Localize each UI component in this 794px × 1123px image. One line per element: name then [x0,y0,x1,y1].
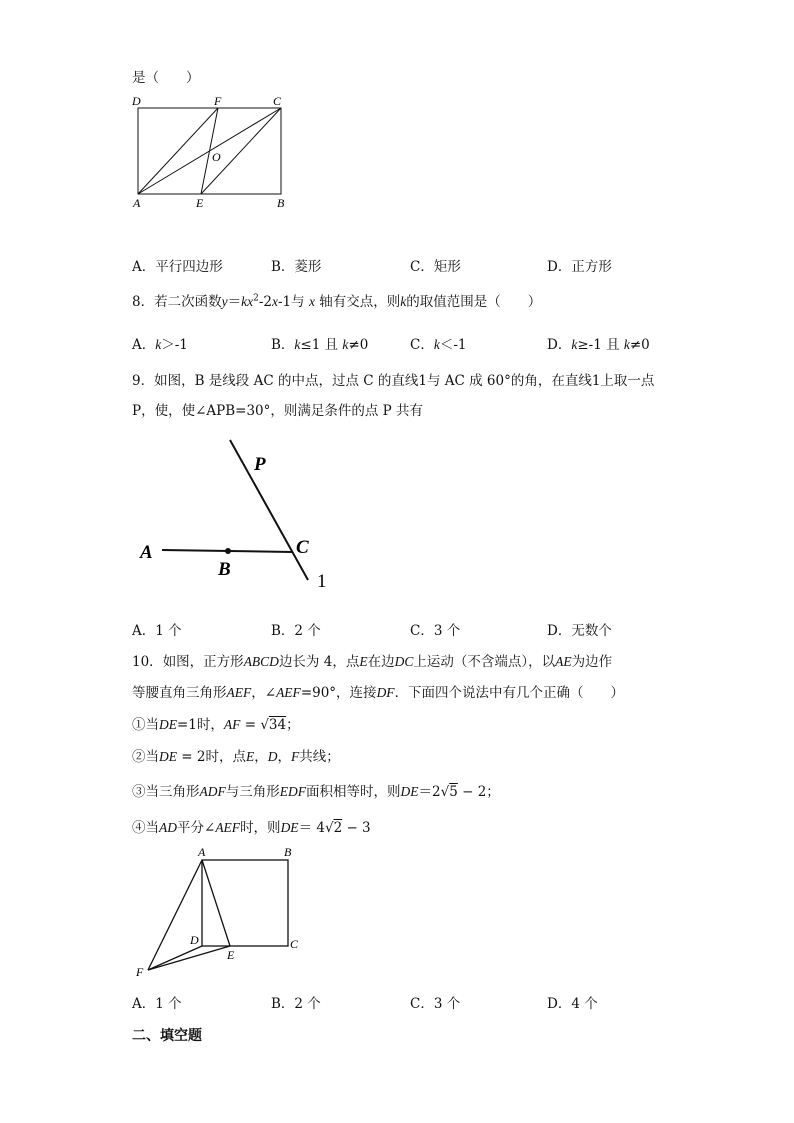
section-2-heading: 二、填空题 [132,1028,202,1044]
q10-square-abcd [202,860,288,946]
q10-option-d[interactable]: D．4 个 [547,996,598,1012]
q10-segment-ae [202,860,230,946]
q7-label-a: A [133,196,141,210]
q7-option-d[interactable]: D．正方形 [547,259,612,275]
q10-stem-line2: 等腰直角三角形AEF，∠AEF=90°，连接DF．下面四个说法中有几个正确（ ） [132,685,625,701]
q9-option-c[interactable]: C．3 个 [410,623,461,639]
q9-stem-line2: P，使，使∠APB=30°，则满足条件的点 P 共有 [132,403,424,419]
q10-statement-2: ②当DE = 2时，点E，D，F共线； [132,749,340,765]
q8-option-b[interactable]: B．k≤1 且 k≠0 [271,337,369,353]
q7-label-f: F [214,94,222,108]
q9-label-p: P [254,454,266,475]
q9-figure [130,430,350,600]
q10-label-a: A [198,845,206,859]
q9-label-line: 1 [317,571,327,592]
q10-option-c[interactable]: C．3 个 [410,996,461,1012]
q9-option-a[interactable]: A．1 个 [132,623,182,639]
q7-label-c: C [273,94,282,108]
q9-point-b [225,548,231,554]
q7-option-a[interactable]: A．平行四边形 [132,259,223,275]
q9-label-b: B [218,559,231,580]
q10-figure [130,842,310,982]
q7-label-e: E [196,196,204,210]
q10-segment-fe [148,946,230,970]
q10-label-e: E [227,948,235,962]
q8-option-a[interactable]: A．k＞-1 [132,337,188,353]
q9-label-a: A [140,542,153,563]
q7-option-b[interactable]: B．菱形 [271,259,322,275]
q10-segment-fd [148,946,202,970]
q7-label-d: D [132,94,141,108]
q10-option-b[interactable]: B．2 个 [271,996,321,1012]
q7-stem-tail: 是（ ） [132,70,200,86]
q10-statement-4: ④当AD平分∠AEF时，则DE＝ 4√2 − 3 [132,820,371,836]
q7-segment-af [138,108,218,194]
q8-option-c[interactable]: C．k＜-1 [410,337,467,353]
q10-stem-line1: 10．如图，正方形ABCD边长为 4，点E在边DC上运动（不含端点），以AE为边作 [132,654,613,670]
q8-option-d[interactable]: D．k≥-1 且 k≠0 [547,337,650,353]
q9-line-l [230,440,308,580]
q7-label-b: B [277,196,285,210]
q9-option-b[interactable]: B．2 个 [271,623,321,639]
q10-label-b: B [284,845,292,859]
q7-option-c[interactable]: C．矩形 [410,259,461,275]
q10-segment-af [148,860,202,970]
q7-label-o: O [212,150,221,164]
q8-stem: 8．若二次函数$y=kx^2-2x-1$与 x 轴有交点，则k的取值范围是（ ） [132,293,542,310]
q10-option-a[interactable]: A．1 个 [132,996,182,1012]
q10-label-d: D [190,933,199,947]
q10-statement-1: ①当DE=1时，AF = √34； [132,717,300,733]
q9-label-c: C [296,537,309,558]
q7-figure [128,92,298,212]
q9-stem-line1: 9．如图，B 是线段 AC 的中点，过点 C 的直线1与 AC 成 60°的角，在直线1上取一点 [132,373,655,389]
q10-label-f: F [136,965,144,979]
q9-option-d[interactable]: D．无数个 [547,623,612,639]
q10-label-c: C [290,937,299,951]
q10-statement-3: ③当三角形ADF与三角形EDF面积相等时，则DE＝2√5 − 2； [132,784,500,800]
